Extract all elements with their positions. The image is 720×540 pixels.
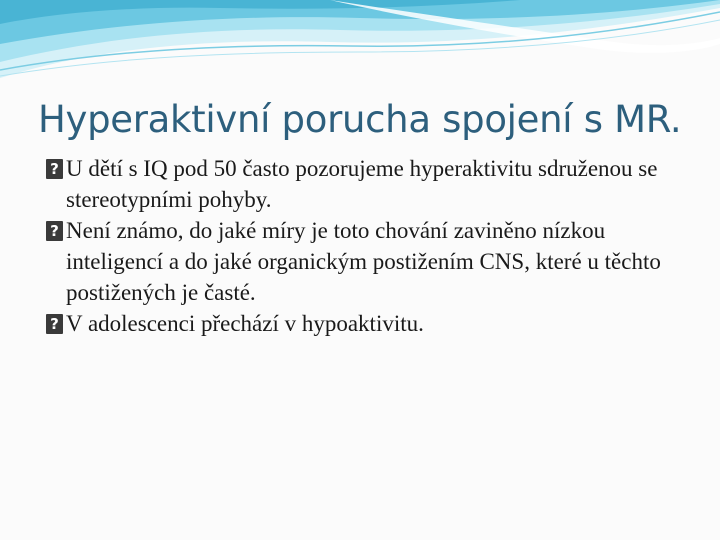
bullet-item <box>46 308 686 339</box>
bullet-item <box>46 153 686 215</box>
bullet-item <box>46 215 686 308</box>
bullet-list <box>46 153 686 339</box>
bullet-text: Není známo, do jaké míry je toto chování zaviněno nízkou inteligencí a do jaké organickým postižením CNS, které u těchto postižených je časté. <box>66 218 661 305</box>
bullet-text: V adolescenci přechází v hypoaktivitu. <box>66 311 424 336</box>
missing-glyph-icon: ? <box>46 159 63 179</box>
missing-glyph-icon: ? <box>46 221 63 241</box>
bullet-text: U dětí s IQ pod 50 často pozorujeme hyperaktivitu sdruženou se stereotypními pohyby. <box>66 156 658 212</box>
missing-glyph-icon: ? <box>46 314 63 334</box>
decorative-wave-header <box>0 0 720 90</box>
slide-title: Hyperaktivní porucha spojení s MR. <box>38 98 682 141</box>
